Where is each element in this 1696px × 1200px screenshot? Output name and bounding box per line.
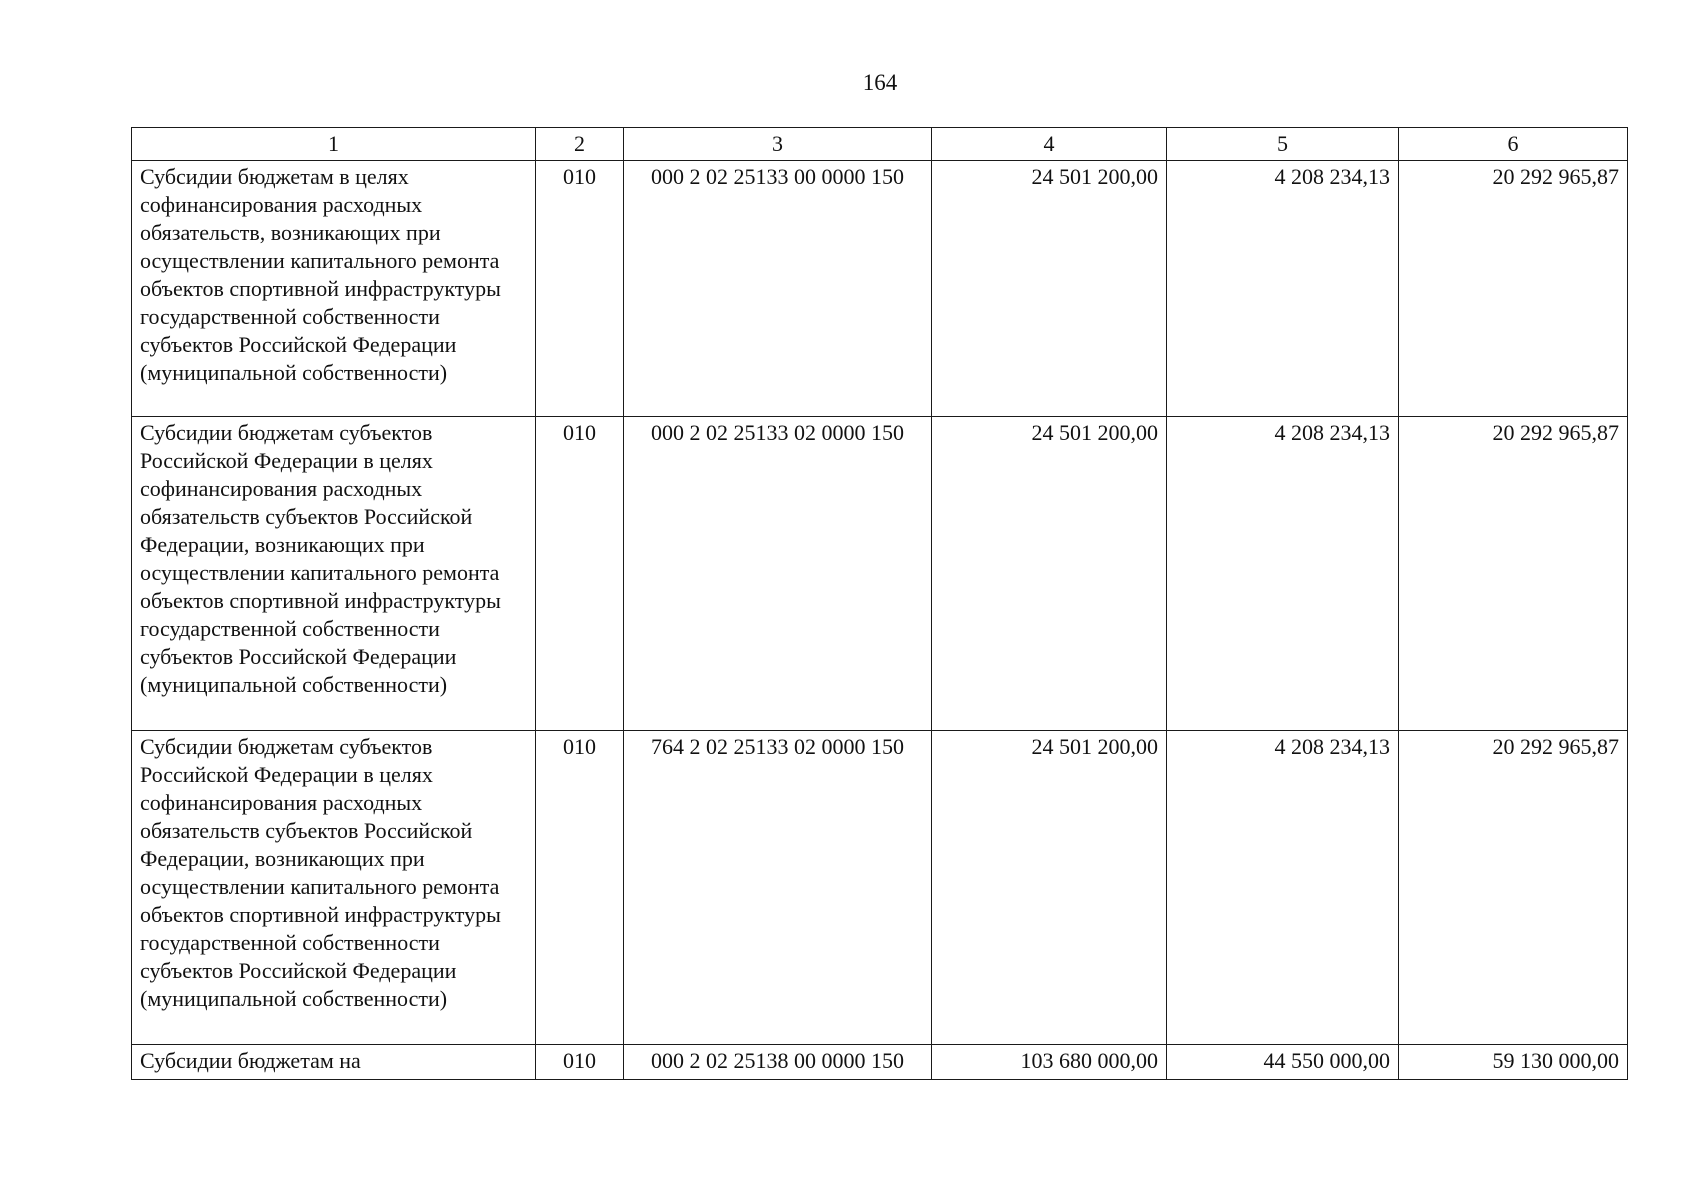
row-kbk-cell: 000 2 02 25138 00 0000 150 — [624, 1045, 932, 1080]
row-amount-cell: 44 550 000,00 — [1167, 1045, 1399, 1080]
row-code-cell: 010 — [536, 1045, 624, 1080]
row-amount-cell: 103 680 000,00 — [932, 1045, 1167, 1080]
row-kbk-cell: 000 2 02 25133 02 0000 150 — [624, 417, 932, 731]
row-name-cell: Субсидии бюджетам субъектов Российской Федерации в целях софинансирования расходных обязательств субъектов Российской Федерации, возникающих при осуществлении капитального ремонта объектов спортивной инфраструктуры государственной собственности субъектов Российской Федерации (муниципальной собственности) — [132, 417, 536, 731]
table-row — [132, 161, 1628, 417]
column-header: 3 — [624, 128, 932, 161]
table-row — [132, 731, 1628, 1045]
budget-table — [131, 127, 1628, 1080]
row-amount-cell: 20 292 965,87 — [1399, 161, 1628, 417]
row-name-cell: Субсидии бюджетам на — [132, 1045, 536, 1080]
row-name-cell: Субсидии бюджетам субъектов Российской Федерации в целях софинансирования расходных обязательств субъектов Российской Федерации, возникающих при осуществлении капитального ремонта объектов спортивной инфраструктуры государственной собственности субъектов Российской Федерации (муниципальной собственности) — [132, 731, 536, 1045]
column-header: 6 — [1399, 128, 1628, 161]
column-header: 5 — [1167, 128, 1399, 161]
row-kbk-cell: 000 2 02 25133 00 0000 150 — [624, 161, 932, 417]
page-number: 164 — [862, 70, 898, 95]
row-code-cell: 010 — [536, 161, 624, 417]
row-amount-cell: 24 501 200,00 — [932, 731, 1167, 1045]
column-header: 4 — [932, 128, 1167, 161]
table-row — [132, 1045, 1628, 1080]
row-amount-cell: 24 501 200,00 — [932, 161, 1167, 417]
row-code-cell: 010 — [536, 417, 624, 731]
row-amount-cell: 24 501 200,00 — [932, 417, 1167, 731]
row-amount-cell: 4 208 234,13 — [1167, 161, 1399, 417]
column-header: 2 — [536, 128, 624, 161]
row-amount-cell: 4 208 234,13 — [1167, 731, 1399, 1045]
row-kbk-cell: 764 2 02 25133 02 0000 150 — [624, 731, 932, 1045]
row-amount-cell: 4 208 234,13 — [1167, 417, 1399, 731]
row-amount-cell: 20 292 965,87 — [1399, 731, 1628, 1045]
row-amount-cell: 59 130 000,00 — [1399, 1045, 1628, 1080]
table-header-row — [132, 128, 1628, 161]
row-amount-cell: 20 292 965,87 — [1399, 417, 1628, 731]
column-header: 1 — [132, 128, 536, 161]
row-code-cell: 010 — [536, 731, 624, 1045]
row-name-cell: Субсидии бюджетам в целях софинансирования расходных обязательств, возникающих при осуществлении капитального ремонта объектов спортивной инфраструктуры государственной собственности субъектов Российской Федерации (муниципальной собственности) — [132, 161, 536, 417]
table-row — [132, 417, 1628, 731]
